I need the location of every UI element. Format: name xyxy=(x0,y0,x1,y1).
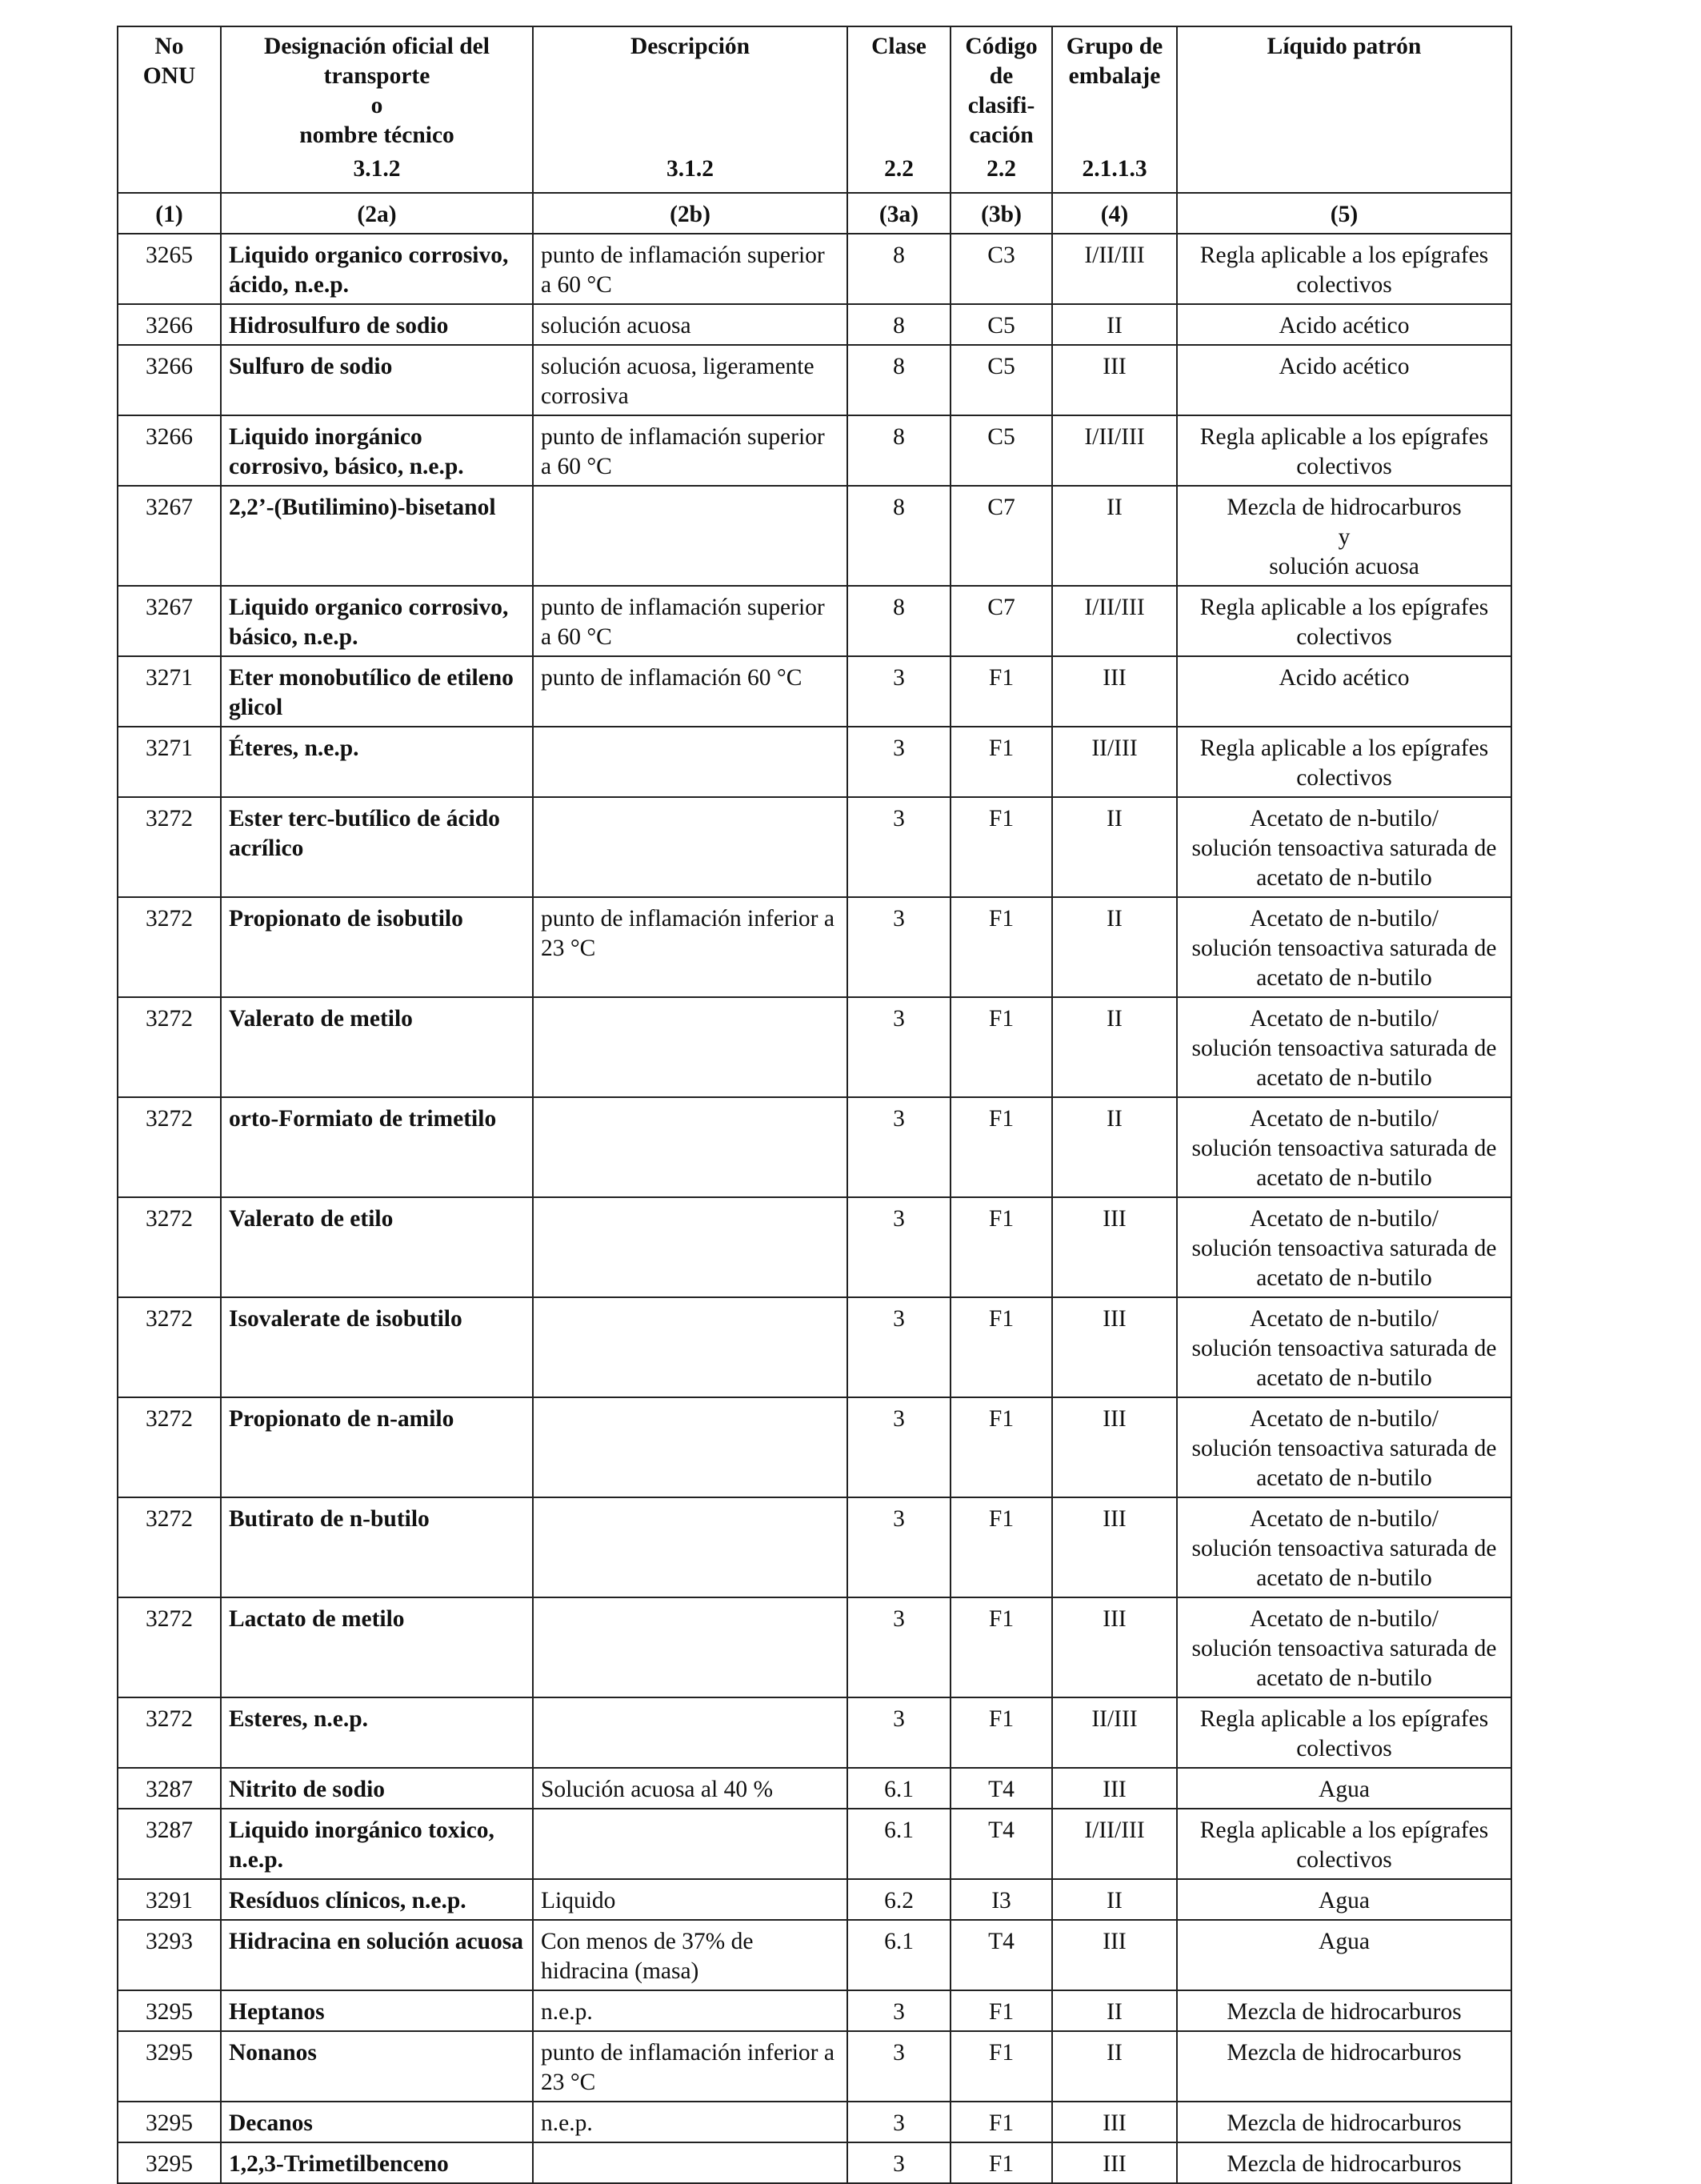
cell-liquido-patron: Acetato de n-butilo/ solución tensoactiva saturada de acetato de n-butilo xyxy=(1177,997,1511,1097)
cell-clase: 3 xyxy=(847,727,951,797)
cell-liquido-patron: Regla aplicable a los epígrafes colectivos xyxy=(1177,727,1511,797)
cell-no-onu: 3272 xyxy=(118,997,221,1097)
cell-clase: 8 xyxy=(847,586,951,656)
cell-codigo: F1 xyxy=(951,897,1052,997)
table-body xyxy=(118,234,1511,2183)
cell-descripcion: punto de inflamación inferior a 23 °C xyxy=(533,897,847,997)
cell-codigo: F1 xyxy=(951,2031,1052,2102)
cell-designacion: Ester terc-butílico de ácido acrílico xyxy=(221,797,533,897)
cell-codigo: C5 xyxy=(951,415,1052,486)
cell-no-onu: 3266 xyxy=(118,304,221,345)
cell-grupo: I/II/III xyxy=(1052,415,1177,486)
cell-no-onu: 3265 xyxy=(118,234,221,304)
cell-codigo: T4 xyxy=(951,1809,1052,1879)
header-row xyxy=(118,26,1511,193)
table-row xyxy=(118,1197,1511,1297)
cell-liquido-patron: Acetato de n-butilo/ solución tensoactiva saturada de acetato de n-butilo xyxy=(1177,897,1511,997)
cell-no-onu: 3272 xyxy=(118,1097,221,1197)
cell-liquido-patron: Mezcla de hidrocarburos y solución acuosa xyxy=(1177,486,1511,586)
header-ref: 2.2 xyxy=(884,156,914,182)
table-row xyxy=(118,656,1511,727)
cell-clase: 8 xyxy=(847,486,951,586)
cell-clase: 3 xyxy=(847,1197,951,1297)
cell-codigo: T4 xyxy=(951,1768,1052,1809)
cell-no-onu: 3272 xyxy=(118,897,221,997)
cell-no-onu: 3287 xyxy=(118,1809,221,1879)
cell-clase: 3 xyxy=(847,1990,951,2031)
table-row xyxy=(118,727,1511,797)
cell-liquido-patron: Regla aplicable a los epígrafes colectivos xyxy=(1177,415,1511,486)
cell-descripcion xyxy=(533,1697,847,1768)
cell-codigo: T4 xyxy=(951,1920,1052,1990)
cell-grupo: II/III xyxy=(1052,727,1177,797)
cell-clase: 8 xyxy=(847,345,951,415)
cell-liquido-patron: Mezcla de hidrocarburos xyxy=(1177,2102,1511,2142)
cell-codigo: F1 xyxy=(951,1197,1052,1297)
table-row xyxy=(118,586,1511,656)
cell-designacion: Isovalerate de isobutilo xyxy=(221,1297,533,1397)
cell-liquido-patron: Acido acético xyxy=(1177,656,1511,727)
header-label: Designación oficial del transporte o nombre técnico xyxy=(264,34,490,148)
cell-descripcion: n.e.p. xyxy=(533,2102,847,2142)
cell-designacion: Nitrito de sodio xyxy=(221,1768,533,1809)
cell-grupo: III xyxy=(1052,1597,1177,1697)
cell-grupo: II xyxy=(1052,304,1177,345)
cell-designacion: Propionato de n-amilo xyxy=(221,1397,533,1497)
header-ref: 2.1.1.3 xyxy=(1082,156,1147,182)
cell-liquido-patron: Regla aplicable a los epígrafes colectivos xyxy=(1177,1697,1511,1768)
table-row xyxy=(118,234,1511,304)
header-grupo xyxy=(1052,26,1177,193)
column-number: (2a) xyxy=(221,193,533,234)
cell-descripcion xyxy=(533,2142,847,2183)
cell-codigo: F1 xyxy=(951,2142,1052,2183)
column-number: (3a) xyxy=(847,193,951,234)
cell-codigo: F1 xyxy=(951,797,1052,897)
cell-no-onu: 3271 xyxy=(118,656,221,727)
cell-grupo: II xyxy=(1052,897,1177,997)
header-ref: 3.1.2 xyxy=(353,156,401,182)
cell-liquido-patron: Acetato de n-butilo/ solución tensoactiva saturada de acetato de n-butilo xyxy=(1177,1097,1511,1197)
cell-designacion: Liquido inorgánico toxico, n.e.p. xyxy=(221,1809,533,1879)
cell-clase: 8 xyxy=(847,304,951,345)
cell-codigo: F1 xyxy=(951,1990,1052,2031)
cell-liquido-patron: Acetato de n-butilo/ solución tensoactiva saturada de acetato de n-butilo xyxy=(1177,1497,1511,1597)
cell-liquido-patron: Regla aplicable a los epígrafes colectivos xyxy=(1177,586,1511,656)
cell-designacion: Lactato de metilo xyxy=(221,1597,533,1697)
header-label: Código de clasifi-cación xyxy=(965,34,1038,148)
cell-clase: 8 xyxy=(847,234,951,304)
substances-table xyxy=(117,26,1512,2184)
cell-liquido-patron: Agua xyxy=(1177,1768,1511,1809)
cell-descripcion: punto de inflamación inferior a 23 °C xyxy=(533,2031,847,2102)
table-row xyxy=(118,797,1511,897)
cell-clase: 3 xyxy=(847,1097,951,1197)
table-row xyxy=(118,1097,1511,1197)
table-row xyxy=(118,1879,1511,1920)
header-ref: 3.1.2 xyxy=(666,156,714,182)
cell-designacion: Hidracina en solución acuosa xyxy=(221,1920,533,1990)
table-row xyxy=(118,2102,1511,2142)
cell-designacion: Éteres, n.e.p. xyxy=(221,727,533,797)
cell-liquido-patron: Mezcla de hidrocarburos xyxy=(1177,2142,1511,2183)
cell-codigo: C7 xyxy=(951,486,1052,586)
cell-descripcion xyxy=(533,997,847,1097)
header-codigo xyxy=(951,26,1052,193)
cell-descripcion: solución acuosa, ligeramente corrosiva xyxy=(533,345,847,415)
cell-designacion: Hidrosulfuro de sodio xyxy=(221,304,533,345)
cell-clase: 3 xyxy=(847,656,951,727)
table-row xyxy=(118,1990,1511,2031)
table-row xyxy=(118,1297,1511,1397)
cell-grupo: III xyxy=(1052,345,1177,415)
cell-no-onu: 3272 xyxy=(118,1197,221,1297)
cell-descripcion xyxy=(533,1197,847,1297)
cell-codigo: C3 xyxy=(951,234,1052,304)
cell-no-onu: 3272 xyxy=(118,797,221,897)
cell-no-onu: 3287 xyxy=(118,1768,221,1809)
cell-no-onu: 3272 xyxy=(118,1297,221,1397)
cell-grupo: II xyxy=(1052,797,1177,897)
cell-no-onu: 3272 xyxy=(118,1697,221,1768)
cell-no-onu: 3271 xyxy=(118,727,221,797)
cell-descripcion: Con menos de 37% de hidracina (masa) xyxy=(533,1920,847,1990)
cell-codigo: F1 xyxy=(951,2102,1052,2142)
cell-grupo: I/II/III xyxy=(1052,586,1177,656)
cell-clase: 3 xyxy=(847,997,951,1097)
table-row xyxy=(118,1397,1511,1497)
cell-no-onu: 3266 xyxy=(118,415,221,486)
cell-codigo: F1 xyxy=(951,1097,1052,1197)
cell-codigo: I3 xyxy=(951,1879,1052,1920)
table-row xyxy=(118,1920,1511,1990)
header-label: Líquido patrón xyxy=(1267,34,1422,59)
cell-grupo: II xyxy=(1052,1990,1177,2031)
cell-grupo: III xyxy=(1052,1768,1177,1809)
cell-grupo: III xyxy=(1052,656,1177,727)
cell-codigo: C7 xyxy=(951,586,1052,656)
table-row xyxy=(118,997,1511,1097)
cell-no-onu: 3272 xyxy=(118,1497,221,1597)
cell-descripcion: punto de inflamación 60 °C xyxy=(533,656,847,727)
column-number: (1) xyxy=(118,193,221,234)
cell-descripcion: solución acuosa xyxy=(533,304,847,345)
cell-grupo: III xyxy=(1052,1497,1177,1597)
cell-liquido-patron: Acido acético xyxy=(1177,345,1511,415)
cell-codigo: C5 xyxy=(951,304,1052,345)
cell-liquido-patron: Agua xyxy=(1177,1879,1511,1920)
cell-codigo: C5 xyxy=(951,345,1052,415)
cell-designacion: 2,2’-(Butilimino)-bisetanol xyxy=(221,486,533,586)
header-label: Clase xyxy=(871,34,927,59)
cell-clase: 3 xyxy=(847,2102,951,2142)
cell-no-onu: 3295 xyxy=(118,2102,221,2142)
cell-codigo: F1 xyxy=(951,1597,1052,1697)
table-row xyxy=(118,1809,1511,1879)
cell-clase: 3 xyxy=(847,1497,951,1597)
cell-clase: 6.1 xyxy=(847,1809,951,1879)
cell-no-onu: 3293 xyxy=(118,1920,221,1990)
cell-liquido-patron: Acido acético xyxy=(1177,304,1511,345)
cell-designacion: orto-Formiato de trimetilo xyxy=(221,1097,533,1197)
cell-designacion: Valerato de metilo xyxy=(221,997,533,1097)
cell-codigo: F1 xyxy=(951,1397,1052,1497)
table-row xyxy=(118,486,1511,586)
cell-designacion: Heptanos xyxy=(221,1990,533,2031)
cell-clase: 3 xyxy=(847,2142,951,2183)
cell-designacion: Liquido inorgánico corrosivo, básico, n.e.p. xyxy=(221,415,533,486)
cell-designacion: Butirato de n-butilo xyxy=(221,1497,533,1597)
cell-grupo: II xyxy=(1052,1097,1177,1197)
cell-descripcion: n.e.p. xyxy=(533,1990,847,2031)
table-row xyxy=(118,1497,1511,1597)
table-row xyxy=(118,1597,1511,1697)
header-liquido-patron xyxy=(1177,26,1511,193)
cell-liquido-patron: Acetato de n-butilo/ solución tensoactiva saturada de acetato de n-butilo xyxy=(1177,797,1511,897)
cell-grupo: II xyxy=(1052,997,1177,1097)
table-row xyxy=(118,1768,1511,1809)
cell-grupo: I/II/III xyxy=(1052,1809,1177,1879)
cell-no-onu: 3295 xyxy=(118,2031,221,2102)
table-row xyxy=(118,2142,1511,2183)
cell-no-onu: 3295 xyxy=(118,2142,221,2183)
cell-liquido-patron: Agua xyxy=(1177,1920,1511,1990)
cell-descripcion: punto de inflamación superior a 60 °C xyxy=(533,234,847,304)
cell-designacion: Propionato de isobutilo xyxy=(221,897,533,997)
cell-clase: 6.2 xyxy=(847,1879,951,1920)
cell-designacion: 1,2,3-Trimetilbenceno xyxy=(221,2142,533,2183)
header-no-onu xyxy=(118,26,221,193)
cell-descripcion xyxy=(533,1497,847,1597)
cell-descripcion xyxy=(533,1597,847,1697)
cell-descripcion xyxy=(533,1397,847,1497)
cell-no-onu: 3267 xyxy=(118,586,221,656)
cell-grupo: II xyxy=(1052,2031,1177,2102)
cell-grupo: I/II/III xyxy=(1052,234,1177,304)
cell-liquido-patron: Regla aplicable a los epígrafes colectivos xyxy=(1177,1809,1511,1879)
table-row xyxy=(118,304,1511,345)
cell-descripcion xyxy=(533,727,847,797)
cell-liquido-patron: Regla aplicable a los epígrafes colectivos xyxy=(1177,234,1511,304)
cell-liquido-patron: Mezcla de hidrocarburos xyxy=(1177,1990,1511,2031)
cell-no-onu: 3272 xyxy=(118,1597,221,1697)
cell-codigo: F1 xyxy=(951,997,1052,1097)
cell-designacion: Eter monobutílico de etileno glicol xyxy=(221,656,533,727)
cell-clase: 3 xyxy=(847,797,951,897)
header-clase xyxy=(847,26,951,193)
table-row xyxy=(118,1697,1511,1768)
cell-clase: 3 xyxy=(847,1697,951,1768)
cell-designacion: Valerato de etilo xyxy=(221,1197,533,1297)
cell-grupo: II/III xyxy=(1052,1697,1177,1768)
cell-codigo: F1 xyxy=(951,727,1052,797)
cell-no-onu: 3272 xyxy=(118,1397,221,1497)
cell-grupo: III xyxy=(1052,1297,1177,1397)
cell-clase: 6.1 xyxy=(847,1768,951,1809)
header-label: No ONU xyxy=(142,34,196,89)
cell-codigo: F1 xyxy=(951,1297,1052,1397)
column-number: (5) xyxy=(1177,193,1511,234)
cell-grupo: III xyxy=(1052,2142,1177,2183)
cell-descripcion: punto de inflamación superior a 60 °C xyxy=(533,586,847,656)
cell-designacion: Nonanos xyxy=(221,2031,533,2102)
cell-descripcion: punto de inflamación superior a 60 °C xyxy=(533,415,847,486)
cell-grupo: II xyxy=(1052,486,1177,586)
cell-grupo: III xyxy=(1052,2102,1177,2142)
cell-grupo: III xyxy=(1052,1920,1177,1990)
cell-designacion: Sulfuro de sodio xyxy=(221,345,533,415)
cell-designacion: Esteres, n.e.p. xyxy=(221,1697,533,1768)
cell-codigo: F1 xyxy=(951,1497,1052,1597)
cell-liquido-patron: Acetato de n-butilo/ solución tensoactiva saturada de acetato de n-butilo xyxy=(1177,1297,1511,1397)
header-label: Descripción xyxy=(630,34,750,59)
header-ref: 2.2 xyxy=(987,156,1016,182)
cell-clase: 3 xyxy=(847,1397,951,1497)
header-descripcion xyxy=(533,26,847,193)
cell-liquido-patron: Acetato de n-butilo/ solución tensoactiva saturada de acetato de n-butilo xyxy=(1177,1597,1511,1697)
cell-no-onu: 3267 xyxy=(118,486,221,586)
cell-descripcion xyxy=(533,1809,847,1879)
cell-designacion: Liquido organico corrosivo, básico, n.e.p. xyxy=(221,586,533,656)
cell-designacion: Liquido organico corrosivo, ácido, n.e.p. xyxy=(221,234,533,304)
cell-clase: 6.1 xyxy=(847,1920,951,1990)
cell-clase: 3 xyxy=(847,1597,951,1697)
cell-descripcion: Liquido xyxy=(533,1879,847,1920)
cell-grupo: II xyxy=(1052,1879,1177,1920)
column-number-row xyxy=(118,193,1511,234)
cell-descripcion xyxy=(533,1097,847,1197)
cell-no-onu: 3266 xyxy=(118,345,221,415)
cell-liquido-patron: Acetato de n-butilo/ solución tensoactiva saturada de acetato de n-butilo xyxy=(1177,1397,1511,1497)
column-number: (3b) xyxy=(951,193,1052,234)
cell-no-onu: 3295 xyxy=(118,1990,221,2031)
cell-liquido-patron: Acetato de n-butilo/ solución tensoactiva saturada de acetato de n-butilo xyxy=(1177,1197,1511,1297)
table-row xyxy=(118,2031,1511,2102)
cell-descripcion xyxy=(533,486,847,586)
cell-descripcion xyxy=(533,797,847,897)
cell-descripcion xyxy=(533,1297,847,1397)
cell-designacion: Decanos xyxy=(221,2102,533,2142)
table-row xyxy=(118,897,1511,997)
cell-clase: 8 xyxy=(847,415,951,486)
table-row xyxy=(118,415,1511,486)
cell-codigo: F1 xyxy=(951,1697,1052,1768)
cell-grupo: III xyxy=(1052,1197,1177,1297)
cell-codigo: F1 xyxy=(951,656,1052,727)
cell-descripcion: Solución acuosa al 40 % xyxy=(533,1768,847,1809)
cell-clase: 3 xyxy=(847,2031,951,2102)
header-label: Grupo de embalaje xyxy=(1066,34,1163,89)
cell-liquido-patron: Mezcla de hidrocarburos xyxy=(1177,2031,1511,2102)
column-number: (4) xyxy=(1052,193,1177,234)
cell-no-onu: 3291 xyxy=(118,1879,221,1920)
table-row xyxy=(118,345,1511,415)
cell-grupo: III xyxy=(1052,1397,1177,1497)
column-number: (2b) xyxy=(533,193,847,234)
header-designacion xyxy=(221,26,533,193)
cell-clase: 3 xyxy=(847,1297,951,1397)
cell-clase: 3 xyxy=(847,897,951,997)
cell-designacion: Resíduos clínicos, n.e.p. xyxy=(221,1879,533,1920)
